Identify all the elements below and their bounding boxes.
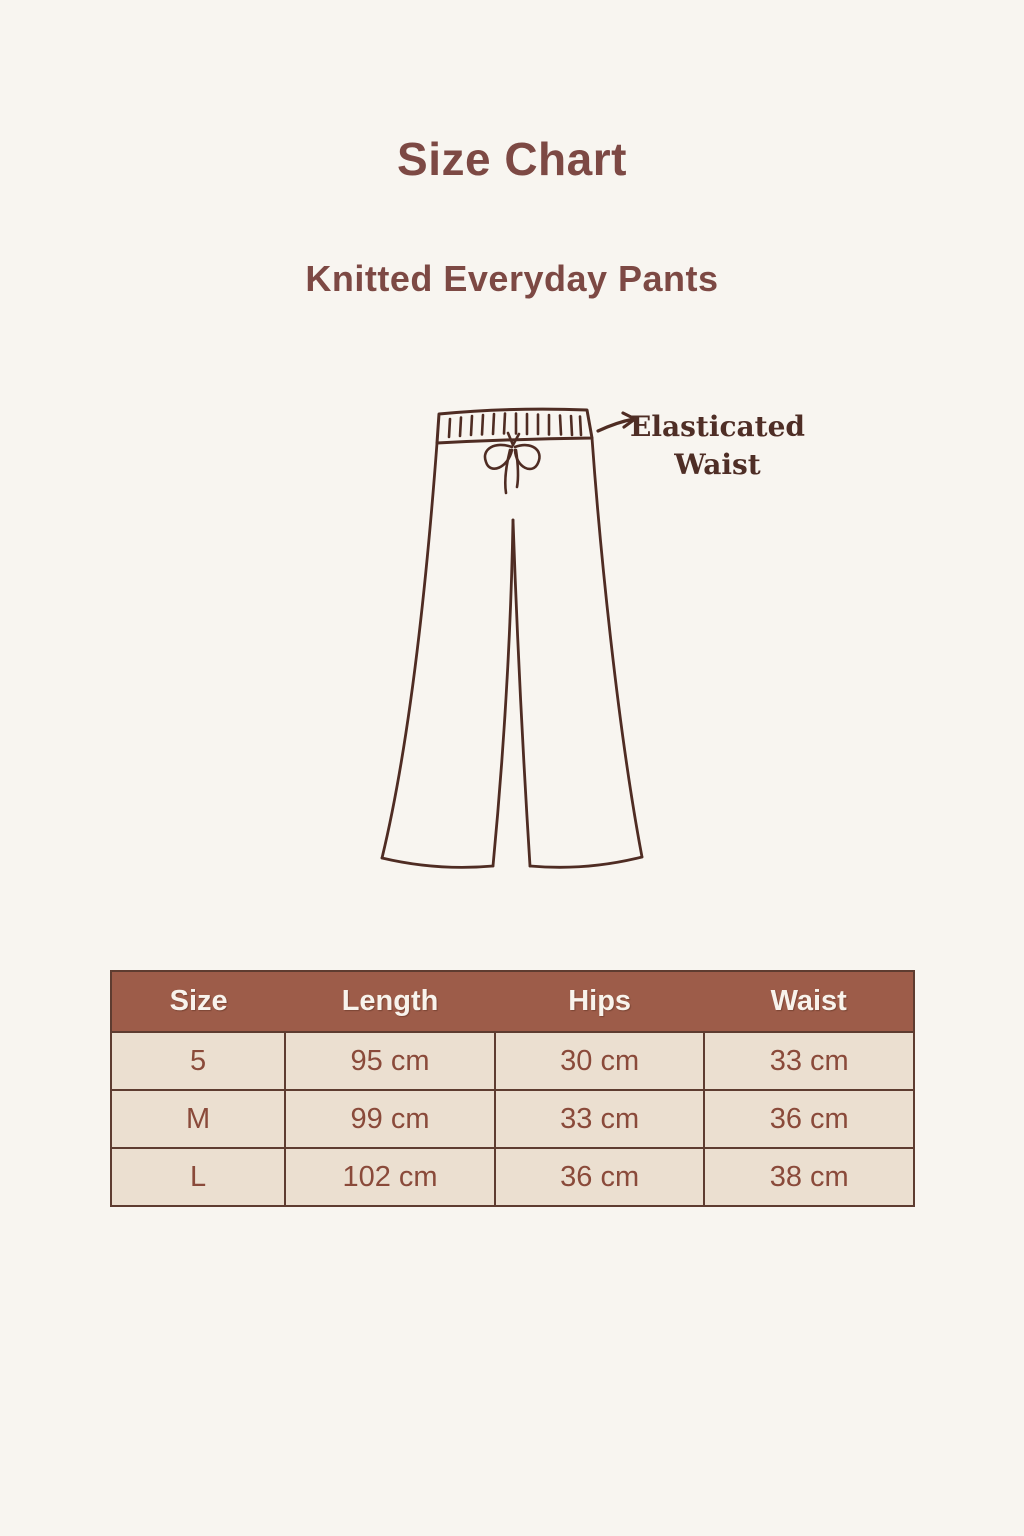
table-row — [111, 1032, 914, 1090]
table-cell-size: M — [111, 1090, 285, 1148]
page-title: Size Chart — [397, 133, 627, 185]
table-cell-hips: 36 cm — [495, 1148, 705, 1206]
table-cell-size: L — [111, 1148, 285, 1206]
table-row — [111, 1148, 914, 1206]
table-row — [111, 1090, 914, 1148]
table-cell-size: 5 — [111, 1032, 285, 1090]
header-waist: Waist — [704, 971, 914, 1032]
header-length: Length — [285, 971, 495, 1032]
header-hips: Hips — [495, 971, 705, 1032]
table-header-row — [111, 971, 914, 1032]
table-cell-waist: 36 cm — [704, 1090, 914, 1148]
elasticated-waist-label-line2: Waist — [674, 448, 761, 481]
table-cell-waist: 38 cm — [704, 1148, 914, 1206]
pants-legs — [382, 438, 642, 867]
table-cell-hips: 33 cm — [495, 1090, 705, 1148]
elasticated-waist-label-line1: Elasticated — [630, 410, 805, 443]
table-cell-hips: 30 cm — [495, 1032, 705, 1090]
size-table — [110, 970, 915, 1207]
header-size: Size — [111, 971, 285, 1032]
table-cell-length: 102 cm — [285, 1148, 495, 1206]
table-cell-length: 99 cm — [285, 1090, 495, 1148]
pants-illustration — [377, 400, 647, 875]
drawstring-bow — [485, 433, 540, 493]
waistband-ribbing — [449, 414, 581, 438]
elasticated-waist-label — [630, 408, 805, 484]
product-name: Knitted Everyday Pants — [305, 258, 719, 299]
table-cell-waist: 33 cm — [704, 1032, 914, 1090]
table-cell-length: 95 cm — [285, 1032, 495, 1090]
